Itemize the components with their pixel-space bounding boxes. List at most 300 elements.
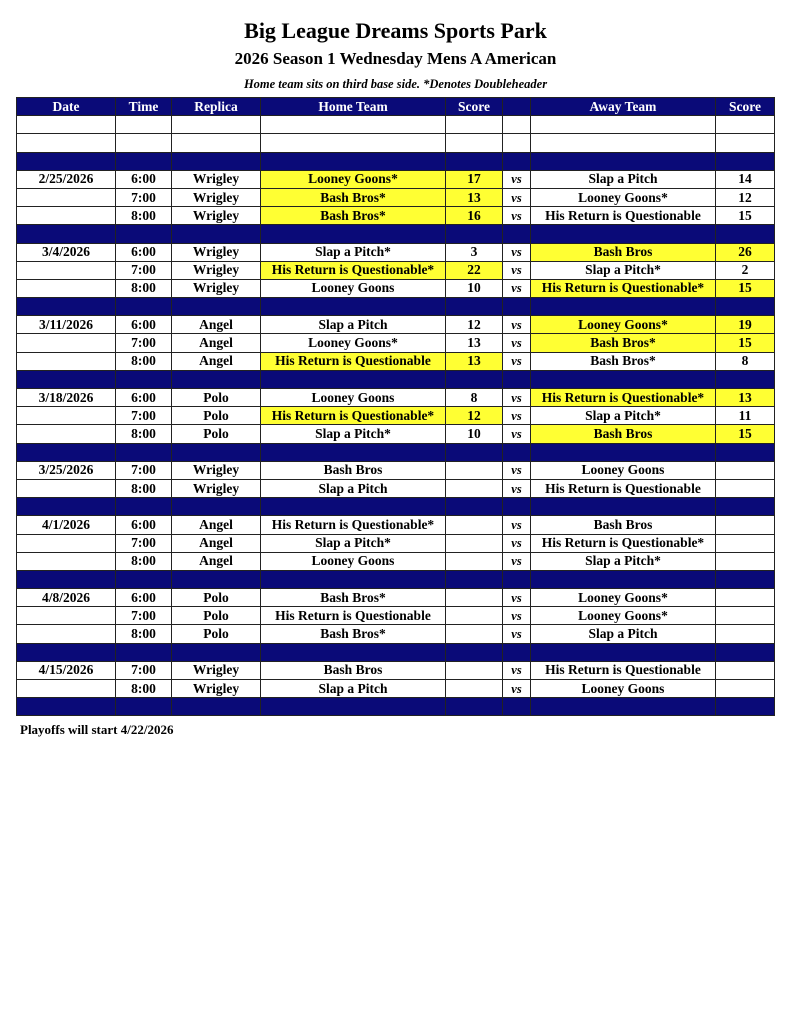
week-separator-cell	[116, 443, 172, 461]
week-separator	[17, 498, 775, 516]
blank-row-cell	[503, 134, 531, 152]
date-cell	[17, 352, 116, 370]
blank-row-cell	[446, 116, 503, 134]
date-cell: 3/18/2026	[17, 389, 116, 407]
home-team-cell: Looney Goons*	[261, 170, 446, 188]
replica-cell: Angel	[172, 516, 261, 534]
vs-cell: vs	[503, 479, 531, 497]
away-team-cell: Looney Goons	[531, 461, 716, 479]
home-score-cell	[446, 625, 503, 643]
away-team-cell: His Return is Questionable	[531, 661, 716, 679]
game-row	[17, 316, 775, 334]
week-separator-cell	[17, 698, 116, 716]
blank-row-cell	[172, 116, 261, 134]
week-separator-cell	[172, 643, 261, 661]
home-score-cell	[446, 516, 503, 534]
blank-row-cell	[261, 134, 446, 152]
week-separator-cell	[446, 370, 503, 388]
week-separator-cell	[716, 152, 775, 170]
week-separator-cell	[446, 498, 503, 516]
home-team-cell: Looney Goons	[261, 389, 446, 407]
schedule-body	[17, 116, 775, 716]
replica-cell: Wrigley	[172, 279, 261, 297]
replica-cell: Angel	[172, 334, 261, 352]
home-team-cell: Slap a Pitch*	[261, 534, 446, 552]
blank-row-cell	[531, 116, 716, 134]
week-separator-cell	[446, 643, 503, 661]
vs-cell: vs	[503, 625, 531, 643]
game-row	[17, 425, 775, 443]
time-cell: 7:00	[116, 188, 172, 206]
week-separator-cell	[531, 570, 716, 588]
replica-cell: Angel	[172, 352, 261, 370]
away-score-cell	[716, 607, 775, 625]
home-team-cell: Bash Bros	[261, 461, 446, 479]
blank-row-cell	[716, 116, 775, 134]
away-score-cell: 15	[716, 425, 775, 443]
away-team-cell: Looney Goons*	[531, 188, 716, 206]
time-cell: 7:00	[116, 661, 172, 679]
time-cell: 7:00	[116, 407, 172, 425]
week-separator-cell	[503, 570, 531, 588]
week-separator-cell	[261, 225, 446, 243]
home-team-cell: Bash Bros*	[261, 207, 446, 225]
vs-cell: vs	[503, 425, 531, 443]
week-separator-cell	[716, 498, 775, 516]
home-team-cell: Slap a Pitch*	[261, 425, 446, 443]
home-team-cell: Looney Goons	[261, 552, 446, 570]
replica-cell: Wrigley	[172, 261, 261, 279]
week-separator-cell	[172, 225, 261, 243]
game-row	[17, 461, 775, 479]
blank-row-cell	[261, 116, 446, 134]
blank-row-cell	[17, 116, 116, 134]
home-score-cell: 16	[446, 207, 503, 225]
week-separator-cell	[503, 370, 531, 388]
date-cell	[17, 207, 116, 225]
away-score-cell	[716, 461, 775, 479]
schedule-table	[16, 97, 775, 716]
week-separator-cell	[503, 225, 531, 243]
replica-cell: Angel	[172, 316, 261, 334]
game-row	[17, 243, 775, 261]
week-separator-cell	[116, 698, 172, 716]
away-score-cell: 11	[716, 407, 775, 425]
blank-row-cell	[503, 116, 531, 134]
home-score-cell: 13	[446, 188, 503, 206]
time-cell: 6:00	[116, 389, 172, 407]
week-separator-cell	[261, 698, 446, 716]
away-score-cell: 8	[716, 352, 775, 370]
date-cell: 4/8/2026	[17, 589, 116, 607]
vs-cell: vs	[503, 170, 531, 188]
home-team-cell: Looney Goons	[261, 279, 446, 297]
game-row	[17, 516, 775, 534]
home-team-cell: His Return is Questionable	[261, 607, 446, 625]
game-row	[17, 589, 775, 607]
time-cell: 6:00	[116, 316, 172, 334]
away-team-cell: Looney Goons*	[531, 316, 716, 334]
away-team-cell: Bash Bros*	[531, 352, 716, 370]
blank-row-cell	[531, 134, 716, 152]
week-separator-cell	[17, 225, 116, 243]
home-score-cell: 10	[446, 279, 503, 297]
home-team-cell: Bash Bros*	[261, 188, 446, 206]
home-score-cell	[446, 534, 503, 552]
replica-cell: Polo	[172, 589, 261, 607]
week-separator-cell	[503, 443, 531, 461]
replica-cell: Polo	[172, 607, 261, 625]
week-separator-cell	[716, 298, 775, 316]
game-row	[17, 389, 775, 407]
date-cell	[17, 261, 116, 279]
time-cell: 8:00	[116, 680, 172, 698]
week-separator-cell	[172, 498, 261, 516]
away-score-cell: 15	[716, 334, 775, 352]
playoffs-note: Playoffs will start 4/22/2026	[20, 722, 174, 737]
away-team-cell: Looney Goons	[531, 680, 716, 698]
home-team-cell: His Return is Questionable*	[261, 261, 446, 279]
week-separator-cell	[503, 643, 531, 661]
vs-cell: vs	[503, 207, 531, 225]
blank-row-cell	[116, 116, 172, 134]
col-header-time: Time	[116, 98, 172, 116]
week-separator-cell	[716, 698, 775, 716]
col-header-away-team: Away Team	[531, 98, 716, 116]
replica-cell: Wrigley	[172, 661, 261, 679]
date-cell	[17, 334, 116, 352]
week-separator	[17, 370, 775, 388]
game-row	[17, 661, 775, 679]
vs-cell: vs	[503, 316, 531, 334]
away-score-cell	[716, 479, 775, 497]
time-cell: 7:00	[116, 607, 172, 625]
home-score-cell	[446, 661, 503, 679]
week-separator-cell	[716, 225, 775, 243]
away-score-cell	[716, 589, 775, 607]
week-separator-cell	[261, 443, 446, 461]
game-row	[17, 680, 775, 698]
home-score-cell: 10	[446, 425, 503, 443]
time-cell: 8:00	[116, 352, 172, 370]
time-cell: 8:00	[116, 425, 172, 443]
replica-cell: Polo	[172, 389, 261, 407]
time-cell: 8:00	[116, 552, 172, 570]
week-separator-cell	[17, 152, 116, 170]
week-separator-cell	[261, 298, 446, 316]
home-score-cell: 17	[446, 170, 503, 188]
vs-cell: vs	[503, 389, 531, 407]
date-cell: 3/4/2026	[17, 243, 116, 261]
week-separator	[17, 225, 775, 243]
home-score-cell: 22	[446, 261, 503, 279]
vs-cell: vs	[503, 589, 531, 607]
date-cell	[17, 534, 116, 552]
week-separator-cell	[446, 298, 503, 316]
game-row	[17, 207, 775, 225]
week-separator-cell	[261, 498, 446, 516]
time-cell: 6:00	[116, 589, 172, 607]
week-separator-cell	[531, 225, 716, 243]
home-team-cell: Slap a Pitch	[261, 479, 446, 497]
home-score-cell	[446, 479, 503, 497]
vs-cell: vs	[503, 552, 531, 570]
home-score-cell: 3	[446, 243, 503, 261]
away-score-cell: 13	[716, 389, 775, 407]
away-team-cell: Bash Bros	[531, 243, 716, 261]
away-score-cell: 19	[716, 316, 775, 334]
away-team-cell: His Return is Questionable*	[531, 389, 716, 407]
week-separator-cell	[17, 643, 116, 661]
page-title: Big League Dreams Sports Park	[244, 18, 547, 43]
away-team-cell: Bash Bros*	[531, 334, 716, 352]
week-separator-cell	[716, 370, 775, 388]
home-team-cell: His Return is Questionable	[261, 352, 446, 370]
time-cell: 7:00	[116, 334, 172, 352]
home-score-cell	[446, 680, 503, 698]
away-team-cell: Looney Goons*	[531, 607, 716, 625]
time-cell: 6:00	[116, 516, 172, 534]
home-score-cell	[446, 461, 503, 479]
week-separator-cell	[531, 370, 716, 388]
away-team-cell: His Return is Questionable	[531, 207, 716, 225]
week-separator-cell	[172, 370, 261, 388]
replica-cell: Polo	[172, 425, 261, 443]
col-header-date: Date	[17, 98, 116, 116]
away-score-cell: 26	[716, 243, 775, 261]
date-cell	[17, 607, 116, 625]
home-team-cell: Slap a Pitch	[261, 680, 446, 698]
blank-row-cell	[716, 134, 775, 152]
week-separator-cell	[716, 643, 775, 661]
page-subtitle: 2026 Season 1 Wednesday Mens A American	[234, 49, 557, 68]
replica-cell: Wrigley	[172, 207, 261, 225]
week-separator-cell	[503, 298, 531, 316]
date-cell	[17, 279, 116, 297]
week-separator-cell	[116, 370, 172, 388]
week-separator-cell	[17, 570, 116, 588]
week-separator-cell	[531, 298, 716, 316]
home-score-cell	[446, 607, 503, 625]
week-separator-cell	[261, 370, 446, 388]
week-separator-cell	[172, 570, 261, 588]
replica-cell: Angel	[172, 552, 261, 570]
game-row	[17, 279, 775, 297]
replica-cell: Polo	[172, 407, 261, 425]
time-cell: 7:00	[116, 261, 172, 279]
away-team-cell: Slap a Pitch*	[531, 407, 716, 425]
week-separator-cell	[172, 152, 261, 170]
date-cell: 2/25/2026	[17, 170, 116, 188]
col-header-home-score: Score	[446, 98, 503, 116]
replica-cell: Wrigley	[172, 243, 261, 261]
replica-cell: Wrigley	[172, 461, 261, 479]
col-header-away-score: Score	[716, 98, 775, 116]
away-team-cell: Bash Bros	[531, 425, 716, 443]
vs-cell: vs	[503, 680, 531, 698]
game-row	[17, 352, 775, 370]
home-team-cell: Bash Bros	[261, 661, 446, 679]
week-separator-cell	[446, 698, 503, 716]
week-separator-cell	[446, 443, 503, 461]
week-separator-cell	[116, 298, 172, 316]
away-score-cell	[716, 534, 775, 552]
date-cell	[17, 188, 116, 206]
away-score-cell: 2	[716, 261, 775, 279]
vs-cell: vs	[503, 261, 531, 279]
replica-cell: Wrigley	[172, 680, 261, 698]
game-row	[17, 407, 775, 425]
date-cell: 3/25/2026	[17, 461, 116, 479]
away-team-cell: His Return is Questionable*	[531, 279, 716, 297]
home-score-cell: 12	[446, 316, 503, 334]
time-cell: 6:00	[116, 170, 172, 188]
date-cell	[17, 425, 116, 443]
week-separator-cell	[116, 643, 172, 661]
week-separator	[17, 152, 775, 170]
week-separator	[17, 443, 775, 461]
game-row	[17, 261, 775, 279]
away-score-cell: 15	[716, 207, 775, 225]
blank-row-cell	[17, 134, 116, 152]
away-team-cell: Slap a Pitch	[531, 170, 716, 188]
time-cell: 8:00	[116, 625, 172, 643]
header-row	[17, 98, 775, 116]
week-separator	[17, 298, 775, 316]
week-separator-cell	[531, 643, 716, 661]
away-team-cell: His Return is Questionable*	[531, 534, 716, 552]
away-team-cell: Looney Goons*	[531, 589, 716, 607]
date-cell: 4/1/2026	[17, 516, 116, 534]
col-header-replica: Replica	[172, 98, 261, 116]
home-team-cell: Looney Goons*	[261, 334, 446, 352]
week-separator-cell	[17, 443, 116, 461]
week-separator-cell	[531, 152, 716, 170]
replica-cell: Wrigley	[172, 188, 261, 206]
away-score-cell	[716, 516, 775, 534]
week-separator-cell	[172, 698, 261, 716]
week-separator-cell	[172, 298, 261, 316]
week-separator-cell	[716, 443, 775, 461]
away-score-cell	[716, 680, 775, 698]
game-row	[17, 170, 775, 188]
date-cell	[17, 552, 116, 570]
away-team-cell: Slap a Pitch	[531, 625, 716, 643]
vs-cell: vs	[503, 407, 531, 425]
week-separator-cell	[116, 570, 172, 588]
away-team-cell: Bash Bros	[531, 516, 716, 534]
week-separator-cell	[116, 225, 172, 243]
home-team-cell: Bash Bros*	[261, 589, 446, 607]
away-score-cell: 14	[716, 170, 775, 188]
week-separator-cell	[446, 570, 503, 588]
home-score-cell: 13	[446, 352, 503, 370]
time-cell: 7:00	[116, 461, 172, 479]
away-team-cell: Slap a Pitch*	[531, 261, 716, 279]
week-separator-cell	[116, 152, 172, 170]
schedule-note: Home team sits on third base side. *Denotes Doubleheader	[243, 77, 548, 91]
week-separator-cell	[446, 152, 503, 170]
time-cell: 6:00	[116, 243, 172, 261]
date-cell	[17, 625, 116, 643]
vs-cell: vs	[503, 188, 531, 206]
vs-cell: vs	[503, 279, 531, 297]
away-score-cell	[716, 661, 775, 679]
blank-row-cell	[116, 134, 172, 152]
week-separator-cell	[172, 443, 261, 461]
away-score-cell	[716, 552, 775, 570]
week-separator-cell	[116, 498, 172, 516]
replica-cell: Wrigley	[172, 170, 261, 188]
home-team-cell: His Return is Questionable*	[261, 516, 446, 534]
home-score-cell	[446, 589, 503, 607]
blank-row	[17, 116, 775, 134]
week-separator-cell	[261, 152, 446, 170]
date-cell: 4/15/2026	[17, 661, 116, 679]
week-separator-cell	[17, 498, 116, 516]
week-separator	[17, 570, 775, 588]
game-row	[17, 552, 775, 570]
week-separator-cell	[261, 570, 446, 588]
replica-cell: Polo	[172, 625, 261, 643]
time-cell: 8:00	[116, 207, 172, 225]
week-separator-cell	[261, 643, 446, 661]
game-row	[17, 625, 775, 643]
week-separator-cell	[446, 225, 503, 243]
home-team-cell: Bash Bros*	[261, 625, 446, 643]
vs-cell: vs	[503, 243, 531, 261]
date-cell: 3/11/2026	[17, 316, 116, 334]
game-row	[17, 188, 775, 206]
week-separator-cell	[17, 370, 116, 388]
home-score-cell: 12	[446, 407, 503, 425]
week-separator-cell	[531, 698, 716, 716]
vs-cell: vs	[503, 661, 531, 679]
home-team-cell: His Return is Questionable*	[261, 407, 446, 425]
week-separator-cell	[531, 498, 716, 516]
home-score-cell	[446, 552, 503, 570]
vs-cell: vs	[503, 461, 531, 479]
time-cell: 8:00	[116, 279, 172, 297]
away-score-cell	[716, 625, 775, 643]
blank-row-cell	[446, 134, 503, 152]
game-row	[17, 479, 775, 497]
time-cell: 7:00	[116, 534, 172, 552]
vs-cell: vs	[503, 334, 531, 352]
game-row	[17, 334, 775, 352]
away-team-cell: Slap a Pitch*	[531, 552, 716, 570]
time-cell: 8:00	[116, 479, 172, 497]
replica-cell: Angel	[172, 534, 261, 552]
week-separator	[17, 643, 775, 661]
week-separator-cell	[503, 152, 531, 170]
week-separator	[17, 698, 775, 716]
col-header-vs	[503, 98, 531, 116]
away-score-cell: 12	[716, 188, 775, 206]
home-team-cell: Slap a Pitch	[261, 316, 446, 334]
home-score-cell: 8	[446, 389, 503, 407]
week-separator-cell	[17, 298, 116, 316]
away-team-cell: His Return is Questionable	[531, 479, 716, 497]
game-row	[17, 534, 775, 552]
date-cell	[17, 407, 116, 425]
home-team-cell: Slap a Pitch*	[261, 243, 446, 261]
date-cell	[17, 680, 116, 698]
week-separator-cell	[503, 498, 531, 516]
week-separator-cell	[531, 443, 716, 461]
date-cell	[17, 479, 116, 497]
week-separator-cell	[716, 570, 775, 588]
